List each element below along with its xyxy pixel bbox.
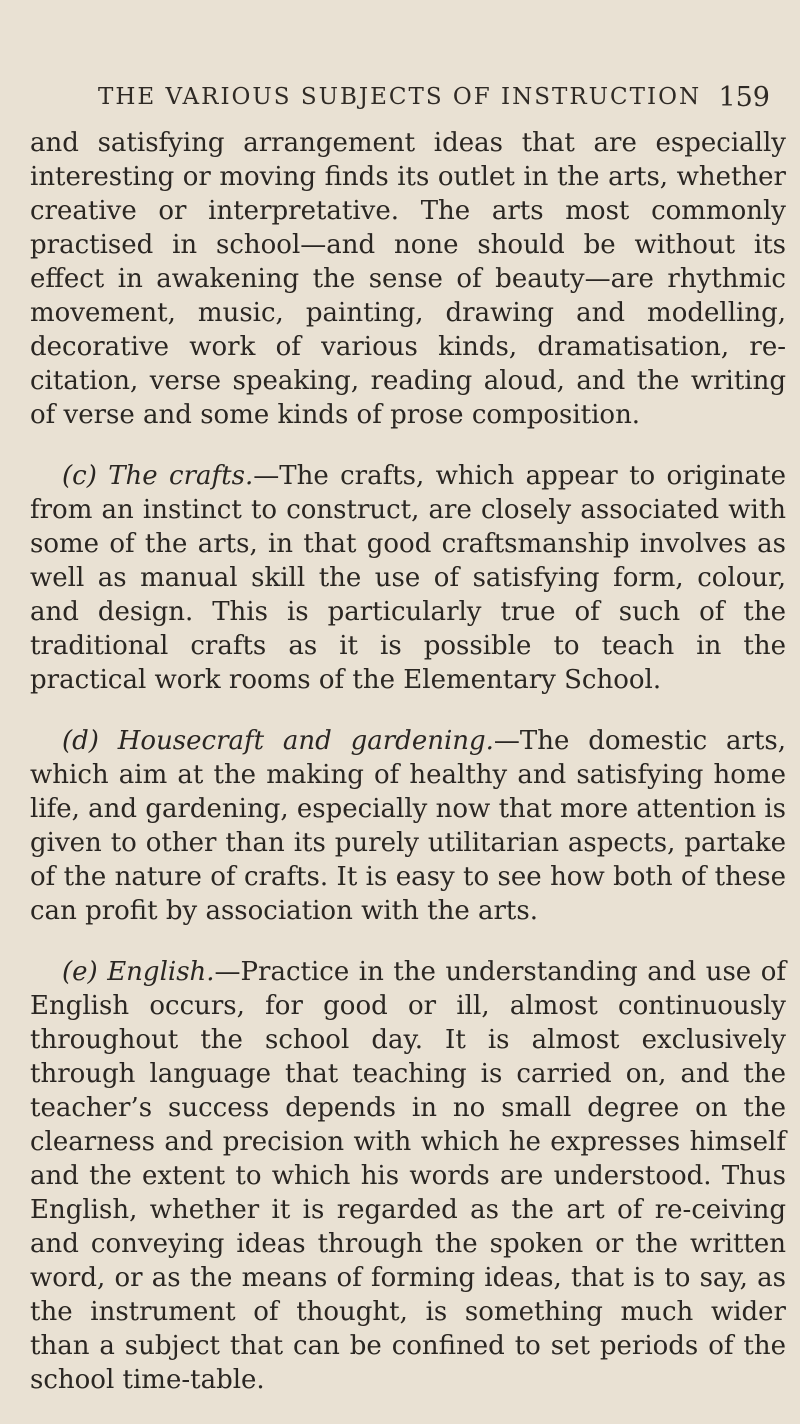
paragraph-text: and satisfying arrangement ideas that are especially interesting or moving finds its outlet in the arts, whether creative or interpretative. The arts most commonly practised in school—and none should be without its effect in awakening the sense of beauty—are rhythmic movement, music, painting, drawing and modelling, decorative work of various kinds, dramatisation, re-citation, verse speaking, reading aloud, and the writing of verse and some kinds of prose composition. — [30, 128, 786, 430]
paragraph-housecraft — [30, 724, 786, 928]
paragraph-text: —Practice in the understanding and use of English occurs, for good or ill, almost continuously throughout the school day. It is almost exclusively through language that teaching is carried on, and the teacher’s success depends in no small degree on the clearness and precision with which he expresses himself and the extent to which his words are understood. Thus English, whether it is regarded as the art of re-ceiving and conveying ideas through the spoken or the written word, or as the means of forming ideas, that is to say, as the instrument of thought, is something much wider than a subject that can be confined to set periods of the school time-table. — [30, 957, 786, 1395]
paragraph-english — [30, 955, 786, 1397]
paragraph-arts-continued — [30, 126, 786, 432]
section-label-crafts: (c) The crafts. — [62, 461, 254, 491]
page-number: 159 — [718, 81, 770, 113]
paragraph-crafts — [30, 459, 786, 697]
section-label-housecraft: (d) Housecraft and gardening. — [62, 726, 494, 756]
paragraph-text: —The crafts, which appear to originate from an instinct to construct, are closely associated with some of the arts, in that good craftsmanship involves as well as manual skill the use of satisfying form, colour, and design. This is particularly true of such of the traditional crafts as it is possible to teach in the practical work rooms of the Elementary School. — [30, 461, 786, 695]
running-head-title: THE VARIOUS SUBJECTS OF INSTRUCTION — [98, 84, 702, 110]
page-body — [30, 126, 786, 1424]
running-head — [98, 80, 770, 114]
paragraph-text: —The domestic arts, which aim at the making of healthy and satisfying home life, and gardening, especially now that more attention is given to other than its purely utilitarian aspects, partake of the nature of crafts. It is easy to see how both of these can profit by association with the arts. — [30, 726, 786, 926]
section-label-english: (e) English. — [62, 957, 215, 987]
